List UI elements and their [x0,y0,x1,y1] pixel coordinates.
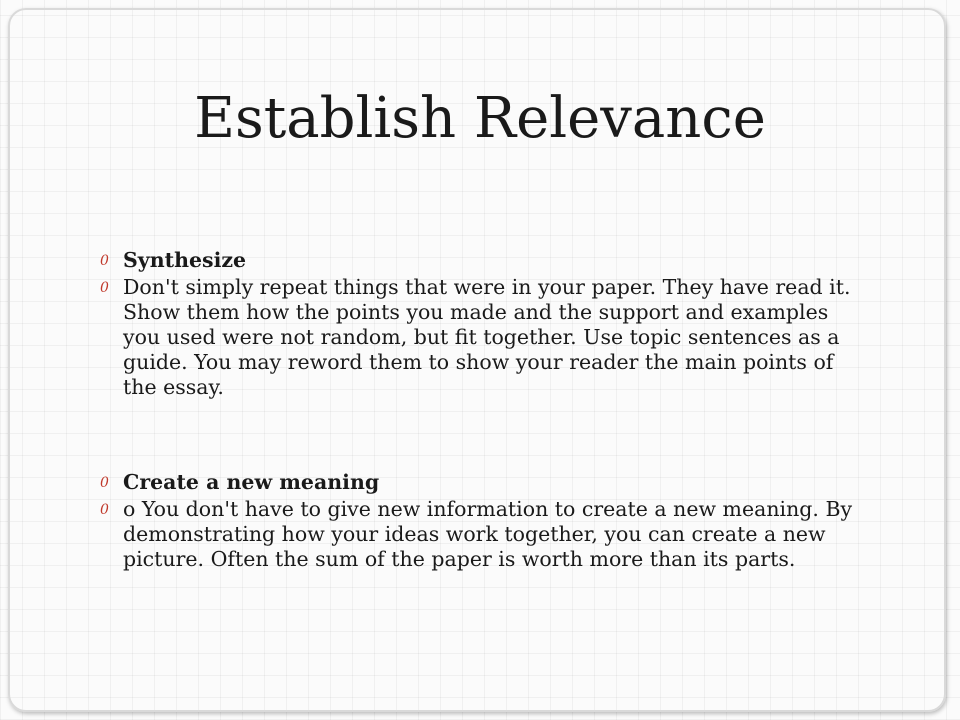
bullet-marker: 0 [100,280,109,296]
slide-title: Establish Relevance [194,86,766,151]
bullet-list [100,248,860,574]
bullet-item [100,275,860,400]
bullet-item [100,497,860,572]
bullet-item [100,248,860,273]
bullet-heading-new-meaning: Create a new meaning [123,470,380,494]
bullet-marker: 0 [100,502,109,518]
bullet-text: o You don't have to give new information to create a new meaning. By demonstrating how your ideas work together, you can create a new picture. Often the sum of the paper is worth more than its parts. [123,497,853,571]
bullet-text: Don't simply repeat things that were in your paper. They have read it. Show them how the points you made and the support and examples you used were not random, but fit together. Use topic sentences as a guide. You may reword them to show your reader the main points of the essay. [123,275,851,399]
bullet-heading-synthesize: Synthesize [123,248,247,272]
bullet-item [100,470,860,495]
bullet-marker: 0 [100,475,109,491]
bullet-marker: 0 [100,253,109,269]
